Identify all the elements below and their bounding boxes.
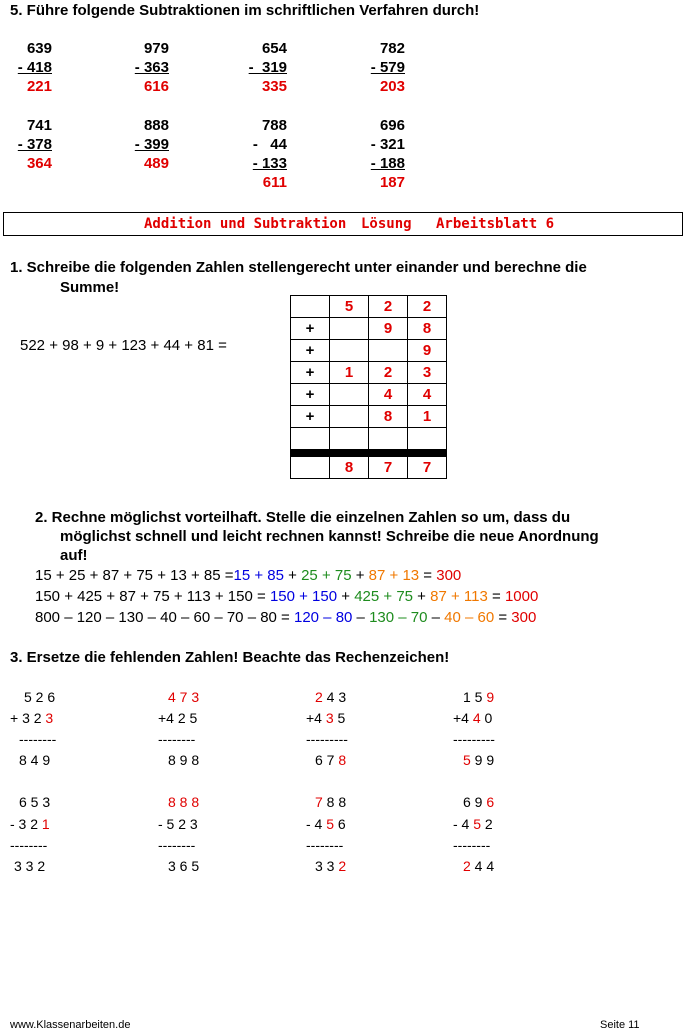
subtrahend bbox=[306, 816, 346, 832]
divider: --------- bbox=[453, 731, 495, 747]
sub-result: 335 bbox=[261, 78, 287, 95]
sub-subtrahend-2: - 188 bbox=[370, 155, 405, 172]
missing-digit: 3 bbox=[325, 710, 334, 726]
grid-row bbox=[291, 362, 447, 384]
operator: + bbox=[413, 588, 431, 605]
sub-subtrahend: - 363 bbox=[134, 59, 169, 76]
grid-cell bbox=[330, 428, 369, 450]
operator: – bbox=[427, 609, 445, 626]
grid-cell: + bbox=[291, 406, 330, 428]
grid-cell: 2 bbox=[369, 296, 408, 318]
operator: – bbox=[352, 609, 370, 626]
footer-website: www.Klassenarbeiten.de bbox=[10, 1019, 131, 1031]
separator-cell bbox=[369, 450, 408, 457]
grid-cell: + bbox=[291, 384, 330, 406]
missing-digit: 6 bbox=[486, 794, 495, 810]
grid-row bbox=[291, 318, 447, 340]
missing-digit: 2 bbox=[463, 858, 471, 874]
minuend: 6 5 3 bbox=[19, 794, 51, 810]
grid-cell bbox=[330, 384, 369, 406]
addend-1: 4 7 3 bbox=[168, 689, 200, 705]
grid-cell bbox=[408, 428, 447, 450]
difference: 3 6 5 bbox=[168, 858, 200, 874]
sub-subtrahend: - 44 bbox=[252, 136, 287, 153]
sub-minuend: 788 bbox=[261, 117, 287, 134]
sub-minuend: 888 bbox=[143, 117, 169, 134]
digits: +4 bbox=[306, 710, 326, 726]
task2-line-1 bbox=[35, 567, 461, 584]
difference bbox=[463, 858, 494, 874]
digits: +4 bbox=[453, 710, 473, 726]
sum-separator bbox=[291, 450, 447, 457]
grid-row bbox=[291, 406, 447, 428]
missing-digit: 9 bbox=[486, 689, 495, 705]
addend-2 bbox=[306, 710, 345, 726]
sub-result: 364 bbox=[26, 155, 52, 172]
original-expression: 800 – 120 – 130 – 40 – 60 – 70 – 80 = bbox=[35, 609, 294, 626]
digits: 6 9 bbox=[463, 794, 487, 810]
divider: -------- bbox=[10, 837, 48, 853]
group-1: 120 – 80 bbox=[293, 609, 353, 626]
digits: - 4 bbox=[306, 816, 327, 832]
footer-page: Seite 11 bbox=[600, 1019, 640, 1031]
sub-subtrahend: - 579 bbox=[370, 59, 405, 76]
section5-heading: 5. Führe folgende Subtraktionen im schriftlichen Verfahren durch! bbox=[10, 2, 480, 19]
equals: = bbox=[419, 567, 437, 584]
missing-digit: 3 bbox=[45, 710, 54, 726]
digits: 6 7 bbox=[315, 752, 339, 768]
group-3: 40 – 60 bbox=[444, 609, 495, 626]
result: 1000 bbox=[504, 588, 539, 605]
grid-cell: 2 bbox=[369, 362, 408, 384]
sub-result: 187 bbox=[379, 174, 405, 191]
solution-banner bbox=[3, 212, 683, 236]
digits: 0 bbox=[480, 710, 493, 726]
task3-heading: 3. Ersetze die fehlenden Zahlen! Beachte das Rechenzeichen! bbox=[10, 649, 450, 666]
operator: + bbox=[337, 588, 355, 605]
subtrahend bbox=[10, 816, 50, 832]
grid-cell: 4 bbox=[408, 384, 447, 406]
grid-cell bbox=[291, 428, 330, 450]
grid-row bbox=[291, 428, 447, 450]
grid-cell: 8 bbox=[408, 318, 447, 340]
sum: 8 9 8 bbox=[168, 752, 200, 768]
digits: 5 bbox=[333, 710, 346, 726]
addition-grid bbox=[290, 295, 447, 479]
task1-heading-2: Summe! bbox=[60, 279, 120, 296]
task2-line-3 bbox=[35, 609, 536, 626]
original-expression: 15 + 25 + 87 + 75 + 13 + 85 = bbox=[35, 567, 234, 584]
grid-cell bbox=[330, 340, 369, 362]
digits: 4 4 bbox=[470, 858, 495, 874]
divider: -------- bbox=[19, 731, 57, 747]
task2-heading-3: auf! bbox=[60, 547, 88, 564]
original-expression: 150 + 425 + 87 + 75 + 113 + 150 = bbox=[35, 588, 270, 605]
grid-cell: + bbox=[291, 318, 330, 340]
sub-subtrahend: - 399 bbox=[134, 136, 169, 153]
sub-minuend: 639 bbox=[26, 40, 52, 57]
sum: 8 4 9 bbox=[19, 752, 51, 768]
separator-cell bbox=[291, 450, 330, 457]
group-2: 130 – 70 bbox=[369, 609, 428, 626]
grid-cell: 8 bbox=[330, 457, 369, 479]
minuend: 8 8 8 bbox=[168, 794, 200, 810]
result: 300 bbox=[436, 567, 462, 584]
grid-cell: + bbox=[291, 340, 330, 362]
divider: -------- bbox=[158, 731, 196, 747]
missing-digit: 2 bbox=[315, 689, 323, 705]
sub-subtrahend: - 378 bbox=[17, 136, 52, 153]
grid-cell: 1 bbox=[330, 362, 369, 384]
separator-cell bbox=[330, 450, 369, 457]
addend-2 bbox=[453, 710, 492, 726]
grid-cell: 4 bbox=[369, 384, 408, 406]
digits: 2 bbox=[481, 816, 493, 832]
grid-cell bbox=[330, 406, 369, 428]
minuend bbox=[463, 794, 494, 810]
sub-result: 221 bbox=[26, 78, 52, 95]
grid-cell: 8 bbox=[369, 406, 408, 428]
grid-cell bbox=[330, 318, 369, 340]
digits: 6 bbox=[334, 816, 346, 832]
sub-minuend: 696 bbox=[379, 117, 405, 134]
addend-1: 5 2 6 bbox=[24, 689, 56, 705]
sub-subtrahend-2: - 133 bbox=[252, 155, 287, 172]
sub-minuend: 979 bbox=[143, 40, 169, 57]
grid-cell: 9 bbox=[408, 340, 447, 362]
addend-2 bbox=[10, 710, 53, 726]
addend-1 bbox=[463, 689, 494, 705]
group-2: 425 + 75 bbox=[354, 588, 414, 605]
group-3: 87 + 113 bbox=[430, 588, 488, 605]
sum bbox=[463, 752, 494, 768]
difference: 3 3 2 bbox=[14, 858, 46, 874]
task2-heading: 2. Rechne möglichst vorteilhaft. Stelle die einzelnen Zahlen so um, dass du bbox=[35, 509, 571, 526]
group-1: 150 + 150 bbox=[269, 588, 338, 605]
task2-line-2 bbox=[35, 588, 538, 605]
sub-result: 616 bbox=[143, 78, 169, 95]
missing-digit: 5 bbox=[326, 816, 335, 832]
addend-1 bbox=[315, 689, 346, 705]
missing-digit: 5 bbox=[473, 816, 482, 832]
missing-digit: 1 bbox=[41, 816, 50, 832]
sub-minuend: 782 bbox=[379, 40, 405, 57]
task1-equation: 522 + 98 + 9 + 123 + 44 + 81 = bbox=[20, 337, 227, 354]
sum bbox=[315, 752, 346, 768]
separator-cell bbox=[408, 450, 447, 457]
digits: 1 5 bbox=[463, 689, 487, 705]
addend-2: +4 2 5 bbox=[158, 710, 198, 726]
sub-minuend: 741 bbox=[26, 117, 52, 134]
missing-digit: 5 bbox=[463, 752, 471, 768]
digits: 4 3 bbox=[322, 689, 347, 705]
missing-digit: 7 bbox=[315, 794, 323, 810]
task1-heading: 1. Schreibe die folgenden Zahlen stellengerecht unter einander und berechne die bbox=[10, 259, 587, 276]
grid-cell: 3 bbox=[408, 362, 447, 384]
grid-cell bbox=[369, 428, 408, 450]
digits: - 3 2 bbox=[10, 816, 42, 832]
divider: -------- bbox=[306, 837, 344, 853]
divider: --------- bbox=[306, 731, 348, 747]
grid-cell bbox=[291, 457, 330, 479]
subtrahend: - 5 2 3 bbox=[158, 816, 198, 832]
result: 300 bbox=[511, 609, 537, 626]
grid-cell: 1 bbox=[408, 406, 447, 428]
group-1: 15 + 85 bbox=[233, 567, 284, 584]
grid-row bbox=[291, 384, 447, 406]
digits: 3 3 bbox=[315, 858, 339, 874]
minuend bbox=[315, 794, 346, 810]
operator: + bbox=[283, 567, 302, 584]
sub-subtrahend: - 418 bbox=[17, 59, 52, 76]
digits: - 4 bbox=[453, 816, 474, 832]
grid-cell: 9 bbox=[369, 318, 408, 340]
divider: -------- bbox=[453, 837, 491, 853]
sub-result: 611 bbox=[262, 174, 287, 191]
grid-cell: 5 bbox=[330, 296, 369, 318]
digits: 8 8 bbox=[322, 794, 347, 810]
sub-result: 489 bbox=[143, 155, 169, 172]
banner-sheet: Arbeitsblatt 6 bbox=[436, 216, 555, 232]
operator: + bbox=[351, 567, 369, 584]
grid-row bbox=[291, 296, 447, 318]
grid-row bbox=[291, 457, 447, 479]
subtrahend bbox=[453, 816, 493, 832]
sub-subtrahend: - 319 bbox=[248, 59, 287, 76]
banner-solution: Lösung bbox=[361, 216, 412, 232]
grid-cell bbox=[369, 340, 408, 362]
divider: -------- bbox=[158, 837, 196, 853]
group-3: 87 + 13 bbox=[368, 567, 420, 584]
sub-result: 203 bbox=[379, 78, 405, 95]
difference bbox=[315, 858, 346, 874]
missing-digit: 2 bbox=[338, 858, 347, 874]
grid-row bbox=[291, 340, 447, 362]
grid-cell: 2 bbox=[408, 296, 447, 318]
equals: = bbox=[487, 588, 505, 605]
digits: 9 9 bbox=[470, 752, 495, 768]
sub-subtrahend: - 321 bbox=[370, 136, 405, 153]
task2-heading-2: möglichst schnell und leicht rechnen kannst! Schreibe die neue Anordnung bbox=[60, 528, 599, 545]
grid-cell: + bbox=[291, 362, 330, 384]
sub-minuend: 654 bbox=[261, 40, 287, 57]
digits: + 3 2 bbox=[10, 710, 46, 726]
grid-cell: 7 bbox=[369, 457, 408, 479]
grid-cell: 7 bbox=[408, 457, 447, 479]
banner-title: Addition und Subtraktion bbox=[144, 216, 347, 232]
grid-cell bbox=[291, 296, 330, 318]
group-2: 25 + 75 bbox=[301, 567, 352, 584]
missing-digit: 8 bbox=[338, 752, 347, 768]
missing-digit: 4 bbox=[472, 710, 481, 726]
equals: = bbox=[494, 609, 512, 626]
